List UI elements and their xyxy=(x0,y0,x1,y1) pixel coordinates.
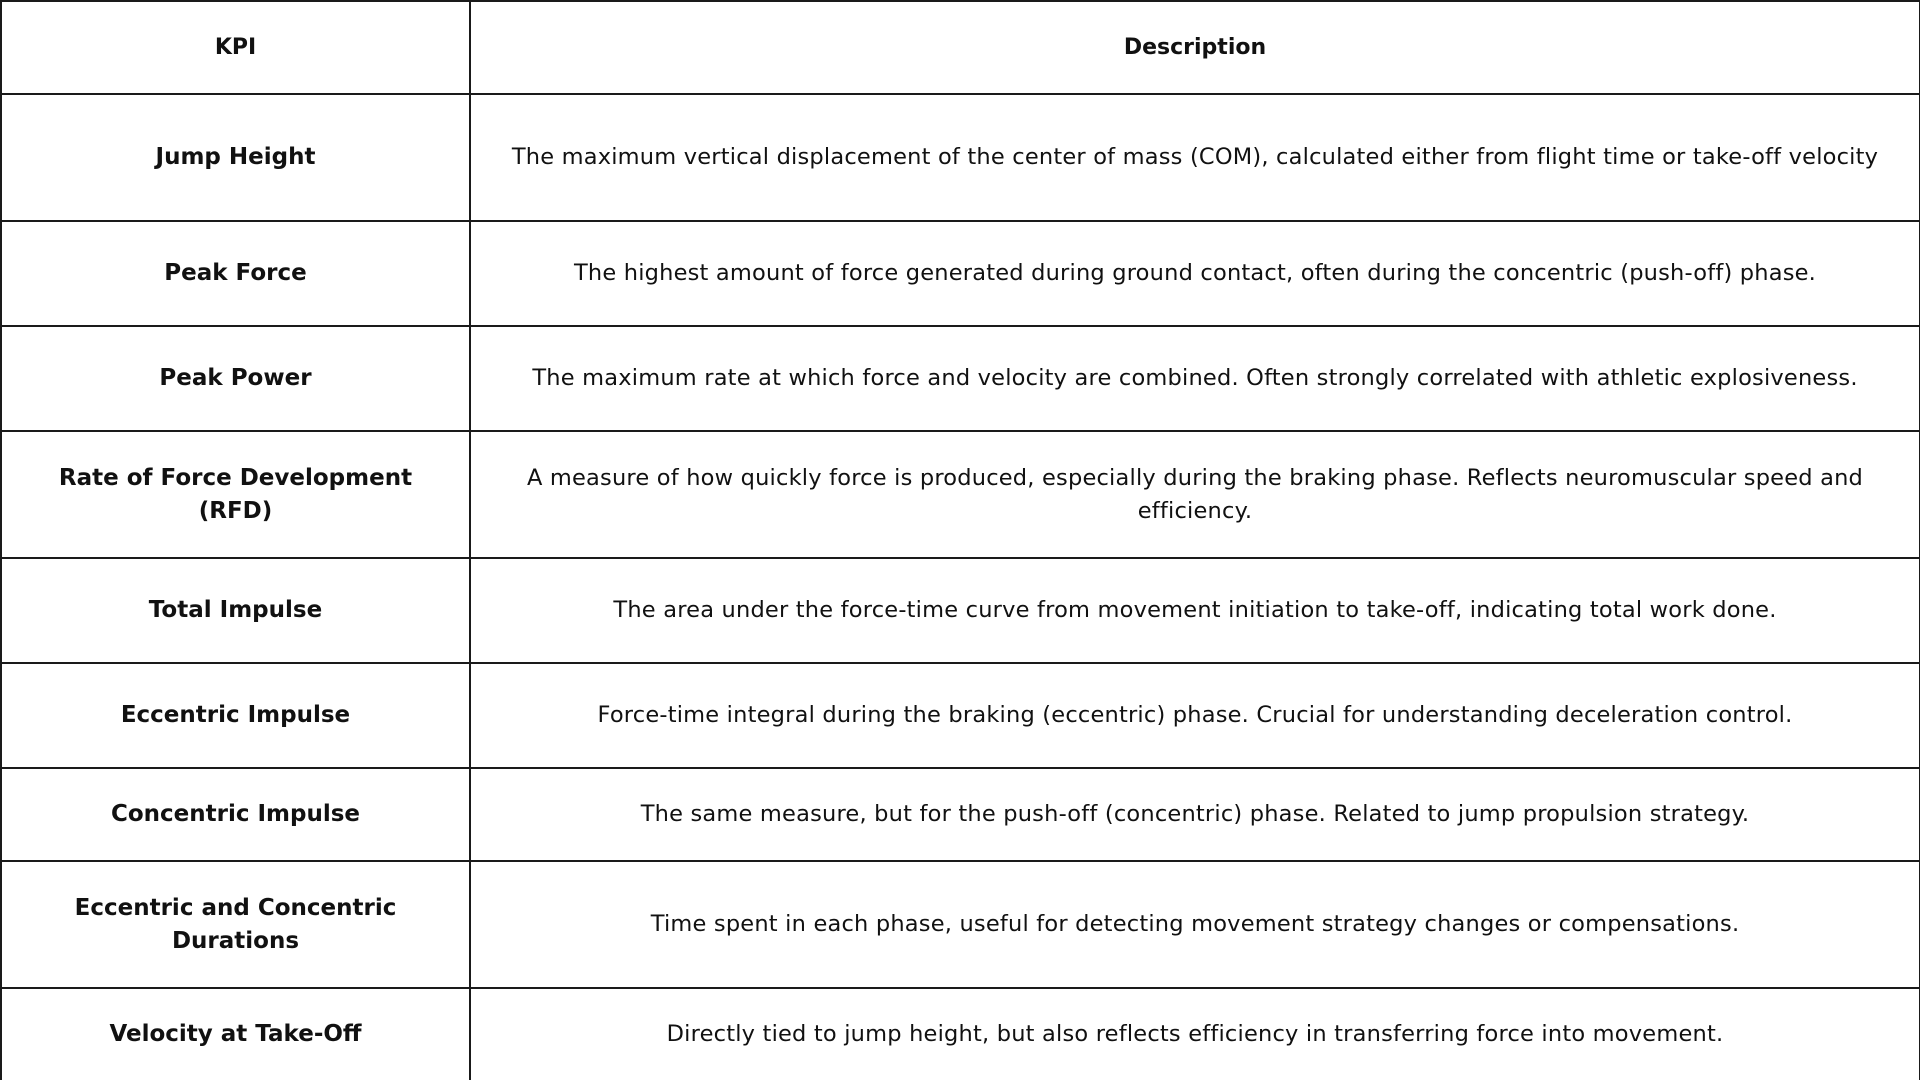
kpi-description: The area under the force-time curve from movement initiation to take-off, indicating total work done. xyxy=(470,558,1920,663)
kpi-description: The maximum vertical displacement of the center of mass (COM), calculated either from flight time or take-off velocity xyxy=(470,94,1920,221)
kpi-name: Rate of Force Development (RFD) xyxy=(1,431,470,558)
kpi-name: Eccentric and Concentric Durations xyxy=(1,861,470,988)
table-row xyxy=(1,988,1920,1080)
table-row xyxy=(1,768,1920,861)
table-header-row xyxy=(1,1,1920,94)
kpi-name: Peak Force xyxy=(1,221,470,326)
kpi-description: Time spent in each phase, useful for detecting movement strategy changes or compensations. xyxy=(470,861,1920,988)
kpi-description: Force-time integral during the braking (eccentric) phase. Crucial for understanding deceleration control. xyxy=(470,663,1920,768)
kpi-name: Concentric Impulse xyxy=(1,768,470,861)
kpi-name: Total Impulse xyxy=(1,558,470,663)
table-row xyxy=(1,326,1920,431)
kpi-description: The same measure, but for the push-off (concentric) phase. Related to jump propulsion strategy. xyxy=(470,768,1920,861)
table-row xyxy=(1,431,1920,558)
kpi-name: Peak Power xyxy=(1,326,470,431)
kpi-column-header: KPI xyxy=(1,1,470,94)
kpi-name: Jump Height xyxy=(1,94,470,221)
description-column-header: Description xyxy=(470,1,1920,94)
kpi-name: Eccentric Impulse xyxy=(1,663,470,768)
kpi-description: The maximum rate at which force and velocity are combined. Often strongly correlated with athletic explosiveness. xyxy=(470,326,1920,431)
table-row xyxy=(1,861,1920,988)
kpi-description: Directly tied to jump height, but also reflects efficiency in transferring force into movement. xyxy=(470,988,1920,1080)
kpi-name: Velocity at Take-Off xyxy=(1,988,470,1080)
table-row xyxy=(1,558,1920,663)
kpi-description: The highest amount of force generated during ground contact, often during the concentric (push-off) phase. xyxy=(470,221,1920,326)
kpi-description: A measure of how quickly force is produced, especially during the braking phase. Reflects neuromuscular speed and efficiency. xyxy=(470,431,1920,558)
table-row xyxy=(1,94,1920,221)
table-row xyxy=(1,221,1920,326)
table-row xyxy=(1,663,1920,768)
